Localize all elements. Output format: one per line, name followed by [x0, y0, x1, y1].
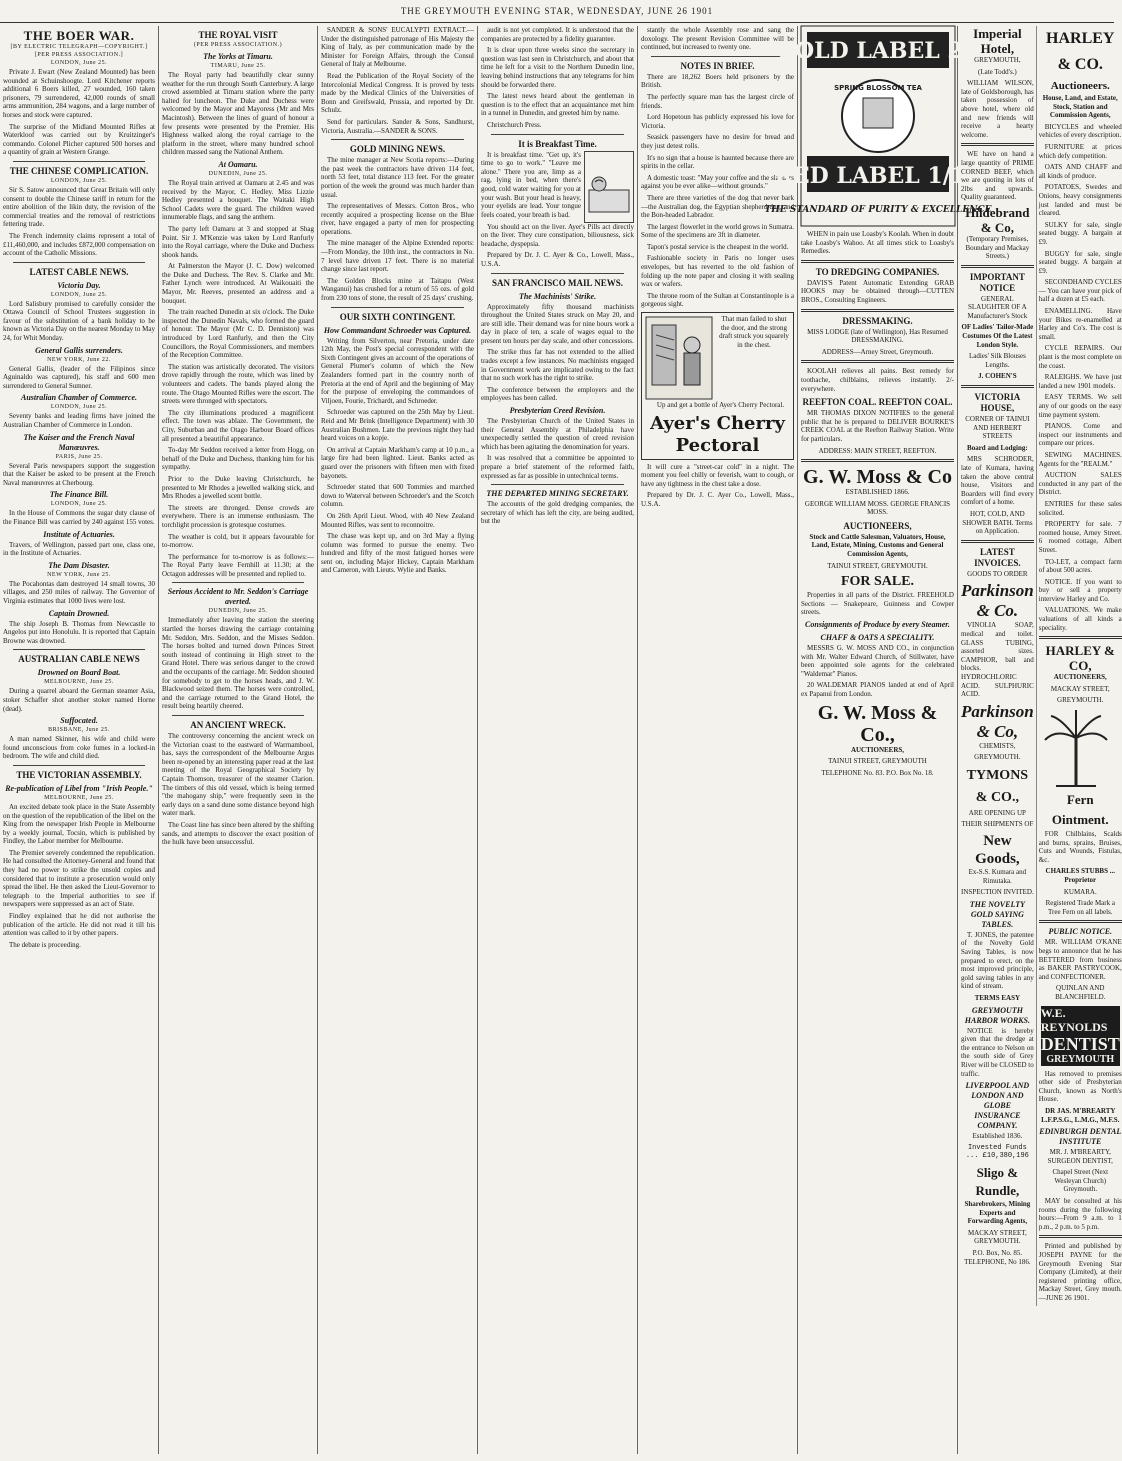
palm-illustration [1041, 708, 1120, 788]
subhead: THE NOVELTY GOLD SAYING TABLES. [969, 899, 1025, 929]
ad-text: BUGGY for sale, single seated buggy. A bargain at £9. [1038, 249, 1122, 275]
article-paragraph: Several Paris newspapers support the suggestion that the Kaiser be asked to be present at the French Naval manœuvres at Cherbourg. [3, 461, 155, 487]
article-paragraph: It's no sign that a house is haunted because there are spirits in the cellar. [641, 153, 794, 171]
divider [1039, 636, 1122, 639]
article-paragraph: On arrival at Captain Markham's camp at 10 p.m., a large fire had been lighted. Lieut. Banks acted as guard over the prisoners with fifteen men with fixed bayonets. [321, 445, 474, 480]
article-paragraph: The streets are thronged. Dense crowds are everywhere. There is an immense enthusiasm. The torchlight procession is grotesque costumes. [162, 503, 314, 529]
ad-text: VALUATIONS. We make valuations of all kinds a speciality. [1038, 606, 1122, 632]
ad-text: Board and Lodging: [967, 443, 1028, 452]
ad-text: WHEN in pain use Loasby's Koolah. When in doubt take Loasby's Wahoo. At all times stick to Loasby's Remedies. [801, 230, 954, 256]
dateline: BRISBANE, June 25. [48, 727, 110, 734]
parkinson-title: Parkinson & Co. [961, 581, 1034, 621]
ad-text: RALEIGHS. We have just landed a new 1901 models. [1038, 373, 1122, 390]
ad-text: GENERAL SLAUGHTER OF A Manufacturer's Stock [967, 294, 1028, 320]
ad-text: Registered Trade Mark a Tree Fern on all labels. [1045, 899, 1115, 916]
new-goods-title: New Goods, [975, 833, 1020, 868]
assoc-note: (PER PRESS ASSOCIATION.) [193, 42, 283, 48]
ad-text: SEWING MACHINES. Agents for the "REALM." [1038, 450, 1122, 468]
divider [1039, 920, 1122, 923]
article-paragraph: General Gallis, (leader of the Filipinos since Aguinaldo was captured), his staff and 600 men surrendered to General Sumner. [3, 364, 155, 390]
column-1 [0, 26, 159, 1454]
divider [1039, 1235, 1122, 1238]
article-paragraph: It will cure a "street-car cold" in a night. The moment you feel chilly or feverish, want to cough, or have any tightness in the chest take a dose. [641, 462, 794, 488]
breakfast-illustration [584, 151, 634, 223]
subhead: At Oamaru. [218, 159, 258, 169]
article-paragraph: audit is not yet completed. It is understood that the companies are protected by a fidelity guarantee. [481, 26, 634, 43]
article-paragraph: The mine manager at New Scotia reports:—During the past week the contractors have driven 114 feet, north 53 feet, total distance 113 feet. For the greater portion of the week the ground was much harder than usual. [321, 156, 474, 199]
divider [651, 56, 784, 57]
article-paragraph: The representatives of Messrs. Cotton Bros., who recently acquired a prospecting license on the Blue river, have engaged a party of men for prospecting operations. [321, 202, 474, 236]
ad-text: ADDRESS: MAIN STREET, REEFTON. [818, 446, 937, 455]
auctioneers-title: Auctioneers. [1050, 80, 1110, 92]
headline-australian-cable: AUSTRALIAN CABLE NEWS [18, 654, 140, 665]
illustration-man [644, 315, 714, 401]
masthead-title: THE GREYMOUTH EVENING STAR, WEDNESDAY, JUNE 26 1901 [400, 6, 714, 16]
ad-text: Properties in all parts of the District. FREEHOLD Sections — Snakepeare, Guinness and Cowper streets. [801, 591, 954, 617]
divider [13, 649, 145, 650]
divider [13, 765, 145, 766]
article-paragraph: During a quarrel aboard the German steamer Asia, stoker Schaffer shot another stoker named Horne (dead). [3, 687, 155, 713]
harley-title: HARLEY & CO. [1046, 30, 1115, 73]
article-paragraph: Immediately after leaving the station the steering startled the horses drawing the carriage containing Mr. Seddon, Mrs. Seddon, and the Misses Seddon. The horses bolted and turned down Princes Street south instead of continuing in High street to the Grand Hotel. There was serious danger to the crowd and the occupants of the carriage. Mr. Seddon shouted for somebody to get to the horses heads, and J. W. Blackwood seized them. The horses were controlled, and the carriage returned to the Grand Hotel, the result being heartily cheered. [162, 616, 315, 711]
divider [801, 260, 954, 263]
ad-text: GREYMOUTH. [974, 753, 1021, 762]
ad-text: GREYMOUTH, [974, 56, 1021, 64]
article-paragraph: The Royal train arrived at Oamaru at 2.45 and was received by the Mayor, C. Hedley. Miss Lizzie Hedley presented a bouquet. The Waitaki High School Cadets were the guard. The children waved innumerable flags, and sang the anthem. [162, 178, 314, 222]
divider [13, 262, 145, 263]
ad-text: TO-LET, a compact farm of about 500 acres. [1038, 557, 1122, 575]
article-paragraph: The Golden Blocks mine at Taitapu (West Wanganui) has crushed for a return of 55 ozs. of gold from 230 tons of stone, the result of 25 days' crushing. [321, 276, 474, 303]
ad-text: ESTABLISHED 1866. [845, 488, 910, 497]
ad-text: MACKAY STREET, [1050, 684, 1110, 693]
ayer-title: Ayer's Cherry Pectoral [650, 412, 785, 456]
dentist-town: GREYMOUTH [1046, 1053, 1115, 1065]
subhead: The Kaiser and the French Naval Manœuvres. [23, 432, 135, 452]
article-paragraph: On 26th April Lieut. Wood, with 40 New Zealand Mounted Rifles, was sent to reconnoitre. [321, 511, 474, 529]
divider [331, 307, 464, 308]
subhead: How Commandant Schroeder was Captured. [323, 325, 472, 335]
ad-text: OF Ladies' Tailor-Made Costumes Of the Latest London Style. [961, 323, 1034, 349]
divider [172, 582, 304, 583]
headline-gold-mining: GOLD MINING NEWS. [349, 144, 446, 155]
ad-text: TAINUI STREET, GREYMOUTH. [827, 561, 928, 570]
ad-text: CORNER OF TAINUI AND HERBERT STREETS [965, 415, 1030, 441]
ad-text: AUCTIONEERS, [850, 745, 905, 754]
divider [13, 161, 145, 162]
ad-text: Ladies' Silk Blouses Lengths. [968, 352, 1026, 369]
ad-text: J. COHEN'S [978, 372, 1017, 381]
ad-text: MISS LODGE (late of Wellington), Has Resumed DRESSMAKING. [807, 327, 948, 345]
article-paragraph: Lord Hopetoun has publicly expressed his love for Victoria. [641, 113, 794, 130]
ad-text: (Temporary Premises, Boundary and Mackay Streets.) [965, 234, 1030, 261]
hildebrand-title: Hildebrand & Co, [965, 204, 1030, 235]
column-4 [478, 26, 638, 1454]
ad-text: CHARLES STUBBS ... Proprietor [1045, 867, 1115, 884]
gwmoss-title-2: G. W. Moss & Co., [817, 701, 938, 746]
article-paragraph: Fashionable society in Paris no longer uses envelopes, but has reverted to the old fashion of folding up the note paper and closing it with sealing wax or wafers. [641, 254, 794, 289]
standard-text: THE STANDARD OF PURITY & EXCELLENCE [764, 205, 992, 215]
ad-text: MESSRS G. W. MOSS AND CO., in conjunction with Mr. Walter Edward Church, of Stillwater, have been appointed sole agents for the celebrated "Waldemar" Pianos. [801, 644, 954, 678]
column-6 [764, 26, 992, 1454]
ad-text: DAVIS'S Patent Automatic Extending GRAB HOOKS may be obtained through—CUTTEN BROS., Consulting Engineers. [801, 278, 954, 304]
gwmoss-title: G. W. Moss & Co [803, 466, 952, 489]
subhead: GREYMOUTH HARBOR WORKS. [964, 1005, 1030, 1025]
subhead: Captain Drowned. [48, 608, 110, 618]
ad-text: Has removed to premises other side of Presbyterian Church, known as North's House. [1038, 1069, 1122, 1104]
dentist-name: W.E. REYNOLDS [1040, 1005, 1108, 1034]
spring-blossom-text: SPRING BLOSSOM TEA [834, 84, 922, 92]
ad-text: Established 1836. [972, 1132, 1023, 1141]
divider [331, 139, 464, 140]
ad-text: MR. WILLIAM O'KANE begs to announce that he has BETTERED from business as BAKER PASTRYCOOK, and CONFECTIONER. [1038, 938, 1122, 981]
masthead [0, 0, 1114, 23]
ad-text: House, Land, and Estate, Stock, Station and Commission Agents, [1042, 94, 1118, 120]
assoc-note: [PER PRESS ASSOCIATION.] [34, 52, 124, 58]
ad-text: WE have on hand a large quantity of PRIME CORNED BEEF, which we are quoting in lots of 2lbs and upwards. Quality guaranteed. [961, 150, 1034, 202]
article-paragraph: There are 18,262 Boers held prisoners by the British. [641, 72, 794, 90]
ad-text: THEIR SHIPMENTS OF [961, 820, 1034, 829]
ad-text: KUMARA. [1063, 887, 1097, 896]
dateline: NEW YORK, June 22. [47, 356, 111, 363]
telegraph-note: [BY ELECTRIC TELEGRAPH—COPYRIGHT.] [10, 44, 148, 50]
article-paragraph: The debate is proceeding. [9, 940, 81, 949]
article-paragraph: It is clear upon three weeks since the secretary in question was last seen in Christchurch, and about that time he left for a visit to the Northern Dunedin line, leaving behind instructions that any telegrams for him should be forwarded there. [481, 46, 634, 89]
gwmoss-auctioneers: AUCTIONEERS, [843, 520, 912, 531]
article-paragraph: The throne room of the Sultan at Constantinople is a gorgeous sight. [641, 291, 794, 309]
article-paragraph: The mine manager of the Alpine Extended reports:—From Monday, the 10th inst., the contractors in No. 7 level have driven 17 feet. There is no material change since last report. [321, 239, 474, 274]
ad-text: QUINLAN AND BLANCHFIELD. [1055, 984, 1106, 1001]
article-paragraph: The largest flowerlet in the world grows in Sumatra. Some of the specimens are 3ft in diameter. [641, 222, 794, 240]
subhead: Serious Accident to Mr. Seddon's Carriage averted. [167, 587, 309, 607]
article-paragraph: The accounts of the gold dredging companies, the secretary of which has left the city, are being audited, but the [481, 500, 634, 526]
ad-text: FURNITURE at prices which defy competition. [1038, 142, 1122, 160]
headline-latest-cable: LATEST CABLE NEWS. [29, 266, 129, 277]
dateline: MELBOURNE, June 25. [44, 679, 114, 686]
headline-dressmaking: DRESSMAKING. [842, 315, 913, 326]
subhead: Drowned on Board Boat. [37, 668, 121, 678]
dateline: LONDON, June 25. [50, 177, 108, 184]
article-paragraph: Seasick passengers have no desire for bread and they just detest rolls. [641, 133, 794, 150]
headline-chinese: THE CHINESE COMPLICATION. [9, 165, 149, 176]
article-paragraph: Lord Salisbury promised to carefully consider the Ottawa Council of School Trustees suggestion in favour of the substitution of a bank holiday to be known as Victoria Day on the nearest Monday to May 24, for Whit Monday. [3, 299, 155, 343]
ad-text: (Late Todd's.) [978, 67, 1017, 76]
ad-text: 20 WALDEMAR PIANOS landed at end of April ex Papanui from London. [801, 681, 954, 698]
article-paragraph: The station was artistically decorated. The visitors drove rapidly through the route, which was lined by volunteers and cadets. The bands played along the route. The Otago Mounted Rifles were the escort. The streets were thronged with spectators. [162, 362, 314, 406]
ad-text: GEORGE WILLIAM MOSS. GEORGE FRANCIS MOSS. [804, 499, 951, 517]
headline-san-francisco: SAN FRANCISCO MAIL NEWS. [491, 277, 624, 288]
parkinson-title-2: Parkinson & Co, [961, 701, 1034, 741]
article-paragraph: The strike thus far has not extended to the allied trades except a few instances. No machinists engaged in Government work are implicated owing to the fact that no such work has the right to strike. [481, 348, 634, 383]
dateline: MELBOURNE, June 25. [44, 794, 114, 801]
headline-dredging: TO DREDGING COMPANIES. [815, 266, 940, 277]
ad-text: ENTRIES for these sales solicited. [1038, 499, 1122, 517]
subhead: The Yorks at Timaru. [203, 52, 273, 61]
subhead: Consignments of Produce by every Steamer. [805, 620, 950, 630]
subhead: CHAFF & OATS A SPECIALITY. [820, 633, 935, 643]
ad-text: MR THOMAS DIXON NOTIFIES to the general public that he is prepared to DELIVER BOURKE'S CREEK COAL at the Reefton Railway Station. Write for particulars. [801, 409, 954, 443]
ad-text: Invested Funds ... £10,380,196 [965, 1143, 1029, 1161]
article-paragraph: stantly the whole Assembly rose and sang the doxology. The present Revision Committee will be continued, but increased to twenty one. [641, 26, 794, 52]
article-paragraph: Findley explained that he did not authorise the publication of the article. He did not read it till his attention was called to it by other papers. [3, 912, 155, 938]
tea-ad [764, 26, 992, 226]
column-3 [318, 26, 478, 1454]
article-paragraph: The Presbyterian Church of the United States in their General Assembly at Philadelphia have unexpectedly settled the question of creed revision which has been agitating the denomination for years. [481, 417, 634, 451]
imperial-title: Imperial Hotel, [973, 26, 1022, 56]
ad-text: ENAMELLING. Have your Bikes re-enamelled at Harley and Co's. The cost is small. [1038, 307, 1122, 341]
column-2 [159, 26, 318, 1454]
headline-latest-invoices: LATEST INVOICES. [974, 546, 1021, 568]
ad-text: AUCTIONEERS, [1053, 673, 1107, 682]
article-paragraph: The ship Joseph B. Thomas from Newcastle to Angelos put into Honolulu. It is reported that Captain Browne was drowned. [3, 619, 155, 645]
dentist-banner [1041, 1006, 1120, 1066]
divider [172, 715, 304, 716]
divider [961, 265, 1034, 268]
dateline: NEW YORK, June 25. [47, 571, 111, 578]
subhead: The Dam Disaster. [48, 560, 110, 570]
divider [801, 309, 954, 312]
ad-text: Stock and Cattle Salesman, Valuators, House, Land, Estate, Mining, Customs and General Commission Agents, [809, 532, 946, 559]
column-5 [638, 26, 798, 1454]
ad-text: Sharebrokers, Mining Experts and Forwarding Agents, [964, 1199, 1031, 1226]
ad-text: PIANOS. Come and inspect our instruments and compare our prices. [1038, 422, 1122, 448]
article-paragraph: Prepared by Dr. J. C. Ayer & Co., Lowell, Mass., U.S.A. [481, 251, 634, 268]
dateline: LONDON, June 25. [50, 404, 108, 411]
divider [491, 273, 624, 274]
ad-text: PROPERTY for sale. 7 roomed house, Arney Street. 6 roomed cottage, Albert Street. [1038, 520, 1122, 554]
article-paragraph: Seventy banks and leading firms have joined the Australian Chamber of Commerce in London. [3, 412, 155, 430]
ad-text: SULKY for sale, single seated buggy. A bargain at £9. [1038, 220, 1122, 246]
article-paragraph: An excited debate took place in the State Assembly on the question of the republication of the libel on the King from the newspaper Irish People in Melbourne by a weekly journal, Tocsin, which is published by Findley, the Labor member for Melbourne. [3, 802, 155, 846]
ad-text: BICYCLES and wheeled vehicles of every description. [1038, 122, 1122, 140]
column-7 [958, 26, 1122, 1454]
article-paragraph: The party left Oamaru at 3 and stopped at Shag Point. Sir J. M'Kenzie was taken by Lord Ranfurly into the Royal carriage, where the Duke and Duchess shook hands. [162, 224, 314, 259]
headline-royal-visit: THE ROYAL VISIT [198, 30, 278, 40]
ad-text: MR. J. M'BREARTY, SURGEON DENTIST, [1047, 1148, 1113, 1165]
article-paragraph: In the House of Commons the sugar duty clause of the Finance Bill was carried by 240 against 155 votes. [3, 509, 155, 526]
ad-text: TAINUI STREET, GREYMOUTH [828, 757, 927, 766]
divider [491, 134, 624, 135]
divider [961, 143, 1034, 146]
ad-text: Up and get a bottle of Ayer's Cherry Pectoral. [656, 401, 785, 410]
article-paragraph: The weather is cold, but it appears favourable for to-morrow. [162, 532, 314, 550]
article-paragraph: The Coast line has since been altered by the shifting sands, and attempts to discover the exact position of the hulk have been unsuccessful. [162, 820, 314, 847]
article-paragraph: There are three varieties of the dog that never bark—the Australian dog, the Egyptian shepherd dog, and the Bon-headed Labrador. [641, 193, 794, 220]
ayer-ad [641, 312, 794, 460]
article-paragraph: Read the Publication of the Royal Society of the Intercolonial Medical Congress. It is proved by tests made by the Medical Clinics of the Universities of Bonn and Greifswald, Prussia, and reported by Dr. Schulz. [321, 71, 474, 115]
divider [801, 459, 954, 462]
ad-text: ARE OPENING UP [968, 808, 1026, 817]
article-paragraph: The perfectly square man has the largest circle of friends. [641, 92, 794, 110]
ad-text: MAY be consulted at his rooms during the following hours:—From 9 a.m. to 1 p.m., 2 p.m. to 5 p.m. [1038, 1197, 1122, 1231]
article-paragraph: Writing from Silverton, near Pretoria, under date 12th May, the Post's special correspondent with the Sixth Contingent gives an account of the operations of General Plumer's column of which the New Zealanders formed part in the country north of Pretoria at the end of April and the beginning of May for the purpose of enveloping the commandoes of Viljoen, Fourie, Trichardt, and Schroeder. [321, 336, 474, 405]
ad-text: That man failed to shut the door, and the strong draft struck you squarely in the chest. [719, 315, 789, 349]
headline-victoria: VICTORIA HOUSE, [974, 392, 1021, 414]
ad-text: INSPECTION INVITED. [961, 888, 1034, 897]
article-paragraph: The train reached Dunedin at six o'clock. The Duke inspected the Dunedin Navals, who formed the guard of honour. The Mayor (Mr C. D. Denniston) was introduced by Lord Ranfurly, and then the City Councillors, the Royal Commissioners, and members of the Reception Committee. [162, 308, 314, 360]
ad-text: HOT, COLD, AND SHOWER BATH. Terms on Application. [962, 509, 1033, 536]
red-label-text: RED LABEL 1/10 [774, 163, 982, 189]
subhead: Institute of Actuaries. [43, 529, 115, 539]
article-paragraph: A domestic toast: "May your coffee and the slanders against you be ever alike—without grounds." [641, 173, 794, 191]
ad-text: VINOLIA SOAP, medical and toilet. GLASS TUBING, assorted sizes. CAMPHOR, ball and blocks. HYDROCHLORIC ACID. SULPHURIC ACID. [961, 621, 1034, 699]
subhead: The Finance Bill. [49, 490, 109, 500]
ad-text: T. JONES, the patentee of the Novelty Gold Saving Tables, is now prepared to erect, on the most improved principle, gold saving tables in any kind of stream. [961, 930, 1034, 991]
ad-text: TERMS EASY [974, 994, 1021, 1002]
subhead: Victoria Day. [57, 280, 101, 290]
article-paragraph: A man named Skinner, his wife and child were found unconscious from coke fumes in a locked-in bedroom. The wife and child died. [3, 735, 155, 761]
fern-title: Fern Ointment. [1051, 792, 1109, 828]
divider [801, 360, 954, 363]
article-paragraph: Prior to the Duke leaving Christchurch, he presented to Mr Rhodes a jewelled walking stick, and Mrs Rhodes a jewelled scent bottle. [162, 474, 314, 501]
ad-text: ADDRESS—Arney Street, Greymouth. [821, 347, 934, 356]
ad-text: AUCTION SALES conducted in any part of the District. [1038, 471, 1122, 497]
article-paragraph: Tapon's postal service is the cheapest in the world. [647, 242, 789, 251]
subhead: Presbyterian Creed Revision. [509, 406, 606, 416]
article-paragraph: The chase was kept up, and on 3rd May a flying column was formed to pursue the enemy. Two hundred and fifty of the most fatigued horses were sent on, including Major Hickey, Captain Markham and Cameron, with Lieuts. Wylie and Banks. [321, 532, 474, 575]
article-paragraph: Approximately fifty thousand machinists throughout the United States struck on May 20, and are still idle. Their demand was for nine hours work a day in place of ten, a scale of wages equal to the present ten hours per day scale, and other concessions. [481, 302, 634, 345]
article-paragraph: Send for particulars. Sander & Sons, Sandhurst, Victoria, Australia.—SANDER & SONS. [321, 117, 474, 135]
headline-ancient-wreck: AN ANCIENT WRECK. [190, 720, 286, 730]
dateline: TIMARU, June 25. [210, 63, 266, 69]
article-paragraph: Prepared by Dr. J. C. Ayer Co., Lowell, Mass., U.S.A. [641, 491, 794, 508]
ad-text: POTATOES, Swedes and Onions, heavy consignments just landed and must be cleared. [1038, 183, 1122, 218]
article-paragraph: SANDER & SONS' EUCALYPTI EXTRACT.—Under the distinguished patronage of His Majesty the King of Italy, as per communication made by the Minister for Foreign Affairs, through the Consul General of Italy at Melbourne. [321, 26, 474, 69]
article-paragraph: The latest news heard about the gentleman in question is to the effect that an acquaintance met him in a tunnel in Dunedin, and greeted him by name. [481, 92, 634, 118]
article-paragraph: Sir S. Satow announced that Great Britain will only consent to double the Chinese tariff in return for the entire abolition of the likin duty, the revision of the commercial treaties and the removal of restrictions fettering trade. [3, 185, 155, 229]
dateline: DUNEDIN, June 25. [208, 170, 268, 177]
article-paragraph: The Royal party had beautifully clear sunny weather for the run through South Canterbury. A large crowd assembled at Timaru station where the party halted for luncheon. The Duke and Duchess were welcomed by the Mayor and Mayoress (Mr and Mrs Macintosh). Between the lines of guard of honour a few presents were presented by the Premier. His Highness walked along the royal carriage to the platform in the street, where many hundred school children massed sang the National Anthem. [162, 71, 314, 157]
headline-breakfast: It is Breakfast Time. [518, 138, 597, 149]
dentist-word: DENTIST [1040, 1033, 1120, 1054]
article-paragraph: Travers, of Wellington, passed part one, class one, in the Institute of Actuaries. [3, 540, 155, 558]
article-paragraph: Schroeder was captured on the 25th May by Lieut. Reid and Mr Brink (Intelligence Department) with 30 Australian Bushmen. Late the previous night they had heard voices on a kopje. [321, 408, 474, 443]
for-sale-heading: FOR SALE. [840, 574, 915, 590]
dateline: LONDON, June 25. [50, 60, 108, 66]
article-paragraph: To-day Mr Seddon received a letter from Hogg, on behalf of the Duke and Duchess, thanking him for his sympathy. [162, 446, 314, 472]
article-paragraph: The Pocahontas dam destroyed 14 small towns, 30 villages, and 250 miles of railway. The Governor of Virginia estimates that 1000 lives were lost. [3, 579, 155, 605]
article-paragraph: At Palmerston the Mayor (J. C. Dow) welcomed the Duke and Duchess. The Rev. S. Clarke and Mr. Father Lynch were introduced. At Waikouaiti the Mayor, Mr. Reeves, presented an address and a bouquet. [162, 262, 314, 305]
dateline: LONDON, June 25. [50, 291, 108, 298]
article-paragraph: Private J. Ewart (New Zealand Mounted) has been wounded at Schuinshoogte. Lord Kitchener reports additional 6 Boers killed, 27 wounded, 160 taken prisoners, 79 surrendered, 42,000 rounds of small arms ammunition, 284 wagons, and a large number of horses and stock were captured. [3, 68, 155, 119]
headline-important: IMPORTANT NOTICE [969, 271, 1025, 293]
article-paragraph: The Premier severely condemned the republication. He had consulted the Attorney-General and found that they had no power to strike the unsold copies and considered that to institute a prosecution would only spread the libel. He then asked the Lieut-Governor to telegraph to the Imperial authorities to see if newspapers were suppressed as an act of State. [3, 848, 155, 909]
article-paragraph: The controversy concerning the ancient wreck on the Victorian coast to the eastward of Warrnambool, has, says the correspondent of the Melbourne Argus been re-opened by an interesting paper read at the last meeting of the Royal Geographical Society by Captain Thomson, treasurer of the steamer Clarion. The timbers of this old vessel, which is being termed "the mahogany ship," were frequently seen in the early days on a sand dune some distance beyond high water mark. [162, 732, 314, 818]
ad-text: OATS AND CHAFF and all kinds of produce. [1038, 163, 1122, 180]
ad-text: Chapel Street (Next Wesleyan Church) Greymouth. [1052, 1168, 1109, 1194]
ad-text: GOODS TO ORDER [967, 569, 1028, 578]
subhead: Australian Chamber of Commerce. [20, 393, 137, 403]
sligo-title: Sligo & Rundle, [975, 1164, 1020, 1198]
subhead: The Machinists' Strike. [518, 291, 597, 301]
divider [491, 484, 624, 485]
ad-text: WILLIAM WILSON, late of Goldsborough, has taken possession of above hotel, where old and new friends will receive a hearty welcome. [961, 79, 1034, 139]
headline-notes-brief: NOTES IN BRIEF. [680, 60, 755, 71]
headline-boer-war: THE BOER WAR. [23, 28, 135, 43]
article-paragraph: You should act on the liver. Ayer's Pills act directly on the liver. They cure constipation, biliousness, sick headache, dyspepsia. [481, 222, 634, 248]
divider [961, 540, 1034, 543]
subhead: LIVERPOOL AND LONDON AND GLOBE INSURANCE COMPANY. [965, 1081, 1030, 1131]
ad-text: NOTICE is hereby given that the dredge at the entrance to Nelson on the south side of Grey River will be CLOSED to traffic. [961, 1026, 1034, 1078]
ad-text: Ex-S.S. Kumara and Rimutaka. [968, 868, 1027, 885]
gold-label-text: GOLD LABEL 2/- [776, 38, 980, 64]
tymons-title: TYMONS & CO., [966, 767, 1029, 805]
ad-text: P.O. Box, No. 85. TELEPHONE, No 186. [964, 1248, 1031, 1266]
dateline: PARIS, June 25. [55, 453, 103, 460]
ad-text: KOOLAH relieves all pains. Best remedy for toothache, chilblains, relieves instantly. 2/- everywhere. [801, 367, 954, 393]
harley-title-2: HARLEY & CO, [1045, 643, 1115, 674]
article-paragraph: It was resolved that a committee be appointed to prepare a brief statement of the reformed faith, expressed as far as possible in untechnical terms. [481, 454, 634, 480]
ad-text: GREYMOUTH. [1057, 696, 1104, 705]
headline-sixth-contingent: OUR SIXTH CONTINGENT. [339, 311, 456, 322]
headline-reefton-coal: REEFTON COAL. REEFTON COAL. [802, 397, 953, 408]
article-paragraph: The city illuminations produced a magnificent effect. The town was ablaze. The Government, the City, Suburban and the Otago Harbour Board offices all presented a beautiful appearance. [162, 408, 314, 443]
subhead: EDINBURGH DENTAL INSTITUTE [1039, 1127, 1122, 1147]
article-paragraph: The performance for to-morrow is as follows:—The Royal Party leave Fernhill at 11.30; at the Octagon addresses will be presented and replied to. [162, 552, 314, 578]
article-paragraph: Schroeder stated that 600 Tommies and marched down to Waterval between Schroeder's and the Scotch column. [321, 483, 474, 509]
ad-text: MACKAY STREET, GREYMOUTH. [967, 1228, 1027, 1246]
subhead: PUBLIC NOTICE. [1048, 927, 1113, 937]
headline-victorian-assembly: THE VICTORIAN ASSEMBLY. [16, 769, 142, 780]
article-paragraph: It is breakfast time. "Get up, it's time to go to work." "Leave me alone." There you are, limp as a rag, lying in bed, when there's good, cold water waiting for you at your wash. But your head is heavy, your eyelids are lead. Your tongue feels coated, your breath is bad. [481, 150, 581, 219]
divider [961, 385, 1034, 388]
subhead: General Gallis surrenders. [35, 345, 123, 355]
ad-text: MRS SCHRODER, late of Kumara, having taken the above central house, Visitors and Boarders will find every comfort of a home. [961, 455, 1034, 507]
imprint: Printed and published by JOSEPH PAYNE for the Greymouth Evening Star Company (Limited), at their registered printing office, Mackay Street, Grey mouth.—JUNE 26 1901. [1038, 1242, 1122, 1302]
ad-text: TELEPHONE No. 83. P.O. Box No. 18. [821, 768, 934, 777]
ad-text: NOTICE. If you want to buy or sell a property interview Harley and Co. [1038, 577, 1122, 603]
ad-text: SECONDHAND CYCLES — You can have your pick of half a dozen at £5 each. [1038, 278, 1122, 304]
dateline: LONDON, June 25. [50, 501, 108, 508]
ad-text: CYCLE REPAIRS. Our plant is the most complete on the coast. [1038, 344, 1122, 370]
subhead: THE DEPARTED MINING SECRETARY. [486, 489, 629, 499]
subhead: Re-publication of Libel from "Irish People." [5, 783, 153, 793]
ad-text: FOR Chilblains, Scalds and burns, sprains, Bruises, Cuts and Wounds, Fistulas, &c. [1038, 830, 1122, 864]
dateline: DUNEDIN, June 25. [208, 608, 268, 615]
subhead: Suffocated. [60, 716, 98, 726]
ad-text: EASY TERMS. We sell any of our goods on the easy time payment system. [1038, 393, 1122, 419]
ad-text: DR JAS. M'BREARTY L.F.P.S.G., L.M.G., M.F.S. [1041, 1106, 1120, 1124]
ad-text: CHEMISTS, [979, 741, 1016, 750]
article-paragraph: The surprise of the Midland Mounted Rifles at Waterkloof was carried out by Kruitzinger's commando. Colonel Plicher captured 500 horses and a quantity of grain at Western Grange. [3, 122, 155, 157]
article-paragraph: Christchurch Press. [487, 120, 542, 129]
article-paragraph: The conference between the employers and the employees has been called. [481, 385, 634, 403]
article-paragraph: The French indemnity claims represent a total of £11,460,000, and includes £872,000 compensation on account of the Catholic Missions. [3, 231, 155, 258]
